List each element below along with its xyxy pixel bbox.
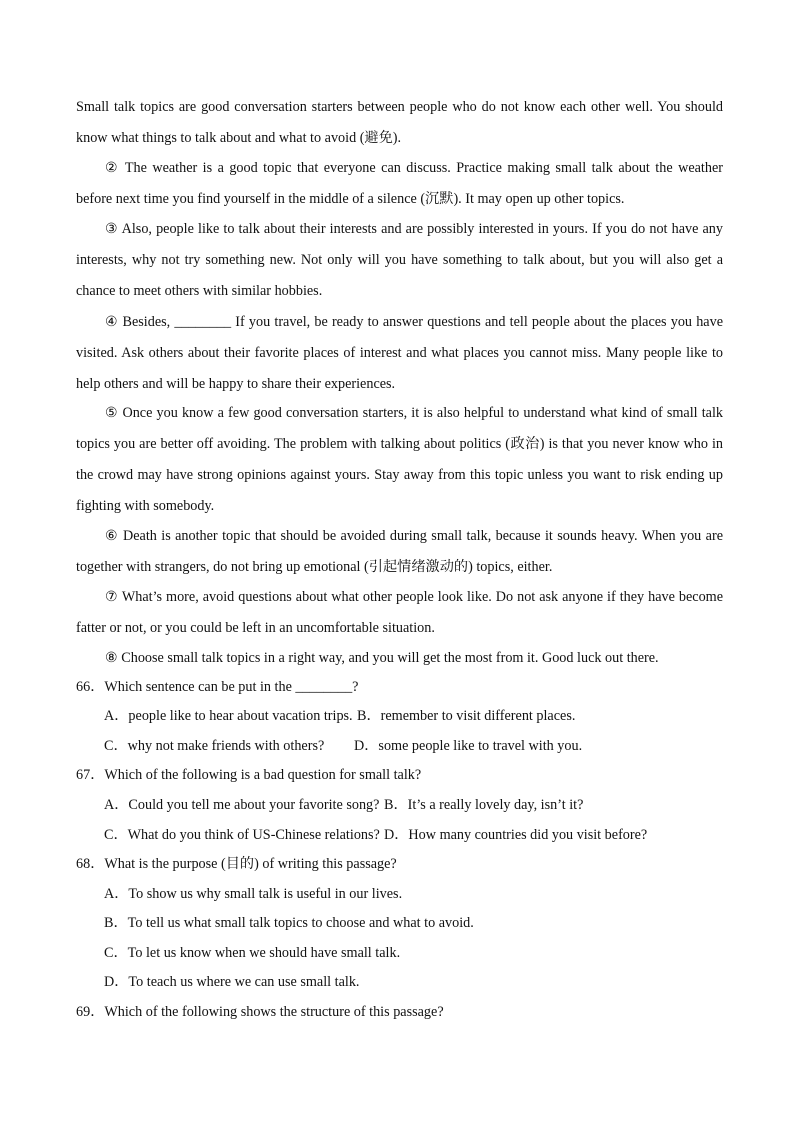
question-68-option-d[interactable]: D．To teach us where we can use small talk. <box>104 974 360 990</box>
question-68-option-b[interactable]: B．To tell us what small talk topics to choose and what to avoid. <box>104 915 474 931</box>
question-66-option-b[interactable]: B．remember to visit different places. <box>357 708 576 724</box>
question-67-option-a[interactable]: A．Could you tell me about your favorite song? <box>104 797 380 813</box>
question-69-stem: 69．Which of the following shows the structure of this passage? <box>76 1004 444 1020</box>
passage-paragraph-4: ④ Besides, ________ If you travel, be ready to answer questions and tell people about the places you have visited. Ask others about their favorite places of interest and what places you cannot miss. Many people like to help others and will be happy to share their experiences. <box>76 314 723 392</box>
question-67-option-c[interactable]: C．What do you think of US-Chinese relations? <box>104 827 380 843</box>
question-66-option-c[interactable]: C．why not make friends with others? <box>104 738 325 754</box>
passage-paragraph-1: Small talk topics are good conversation starters between people who do not know each other well. You should know what things to talk about and what to avoid (避免). <box>76 99 723 146</box>
question-68-stem: 68．What is the purpose (目的) of writing this passage? <box>76 856 397 872</box>
passage-paragraph-6: ⑥ Death is another topic that should be avoided during small talk, because it sounds heavy. When you are together with strangers, do not bring up emotional (引起情绪激动的) topics, either. <box>76 528 723 575</box>
passage-paragraph-8: ⑧ Choose small talk topics in a right way, and you will get the most from it. Good luck out there. <box>105 650 659 666</box>
passage-paragraph-7: ⑦ What’s more, avoid questions about what other people look like. Do not ask anyone if they have become fatter or not, or you could be left in an uncomfortable situation. <box>76 589 723 636</box>
question-67-option-d[interactable]: D．How many countries did you visit before? <box>384 827 648 843</box>
question-67-stem: 67．Which of the following is a bad question for small talk? <box>76 767 422 783</box>
question-66-option-d[interactable]: D．some people like to travel with you. <box>354 738 583 754</box>
question-68-option-c[interactable]: C．To let us know when we should have small talk. <box>104 945 401 961</box>
passage-paragraph-2: ② The weather is a good topic that everyone can discuss. Practice making small talk about the weather before next time you find yourself in the middle of a silence (沉默). It may open up other topics. <box>76 160 723 207</box>
question-66-stem: 66．Which sentence can be put in the ________? <box>76 679 359 695</box>
question-67-options-row-1 <box>104 795 584 815</box>
question-66-option-a[interactable]: A．people like to hear about vacation trips. <box>104 708 353 724</box>
question-66-options-row-1 <box>104 706 576 726</box>
passage-paragraph-5: ⑤ Once you know a few good conversation starters, it is also helpful to understand what kind of small talk topics you are better off avoiding. The problem with talking about politics (政治) is that you never know who in the crowd may have strong opinions against yours. Stay away from this topic unless you want to risk ending up fighting with somebody. <box>76 405 723 514</box>
question-67-option-b[interactable]: B．It’s a really lovely day, isn’t it? <box>384 797 584 813</box>
question-68-option-a[interactable]: A．To show us why small talk is useful in our lives. <box>104 886 403 902</box>
passage-paragraph-3: ③ Also, people like to talk about their interests and are possibly interested in yours. If you do not have any interests, why not try something new. Not only will you have something to talk about, but you will also get a chance to meet others with similar hobbies. <box>76 221 723 299</box>
question-66-options-row-2 <box>104 736 583 756</box>
question-67-options-row-2 <box>104 825 648 845</box>
